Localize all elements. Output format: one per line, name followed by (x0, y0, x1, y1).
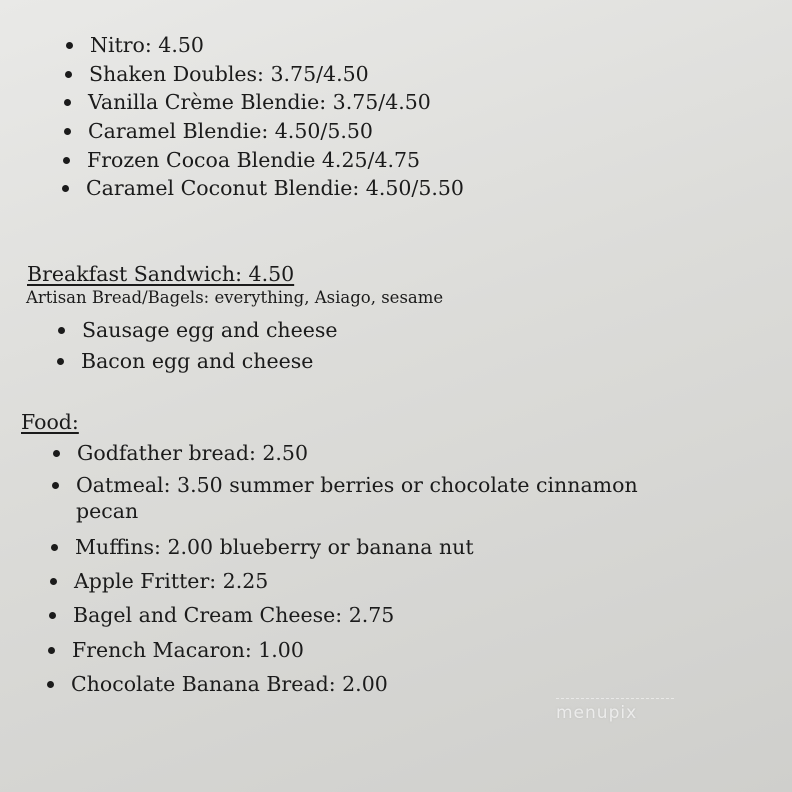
list-item: Sausage egg and cheese (82, 317, 338, 343)
bullet-icon (51, 544, 58, 551)
bullet-icon (63, 157, 70, 164)
list-item: Muffins: 2.00 blueberry or banana nut (75, 534, 474, 560)
bullet-icon (47, 681, 54, 688)
list-item: Frozen Cocoa Blendie 4.25/4.75 (87, 147, 420, 173)
list-item: Vanilla Crème Blendie: 3.75/4.50 (88, 89, 431, 115)
bullet-icon (66, 42, 73, 49)
list-item: Nitro: 4.50 (90, 32, 204, 58)
list-item: Oatmeal: 3.50 summer berries or chocolate cinnamon pecan (76, 472, 638, 524)
list-item: Chocolate Banana Bread: 2.00 (71, 671, 388, 697)
breakfast-subline: Artisan Bread/Bagels: everything, Asiago, sesame (26, 288, 444, 307)
list-item: Bacon egg and cheese (81, 348, 313, 374)
list-item: Caramel Coconut Blendie: 4.50/5.50 (86, 175, 464, 201)
list-item: Apple Fritter: 2.25 (74, 568, 268, 594)
list-item: Caramel Blendie: 4.50/5.50 (88, 118, 373, 144)
bullet-icon (62, 185, 69, 192)
bullet-icon (64, 99, 71, 106)
bullet-icon (48, 647, 55, 654)
bullet-icon (50, 578, 57, 585)
breakfast-heading: Breakfast Sandwich: 4.50 (27, 262, 295, 286)
bullet-icon (64, 128, 71, 135)
food-heading: Food: (21, 410, 79, 434)
list-item: Godfather bread: 2.50 (77, 440, 308, 466)
list-item: Bagel and Cream Cheese: 2.75 (73, 602, 394, 628)
list-item: Shaken Doubles: 3.75/4.50 (89, 61, 369, 87)
list-item: French Macaron: 1.00 (72, 637, 304, 663)
bullet-icon (57, 358, 64, 365)
bullet-icon (49, 612, 56, 619)
bullet-icon (52, 482, 59, 489)
watermark-logo: menupix (556, 698, 674, 733)
bullet-icon (58, 327, 65, 334)
bullet-icon (53, 450, 60, 457)
bullet-icon (65, 71, 72, 78)
